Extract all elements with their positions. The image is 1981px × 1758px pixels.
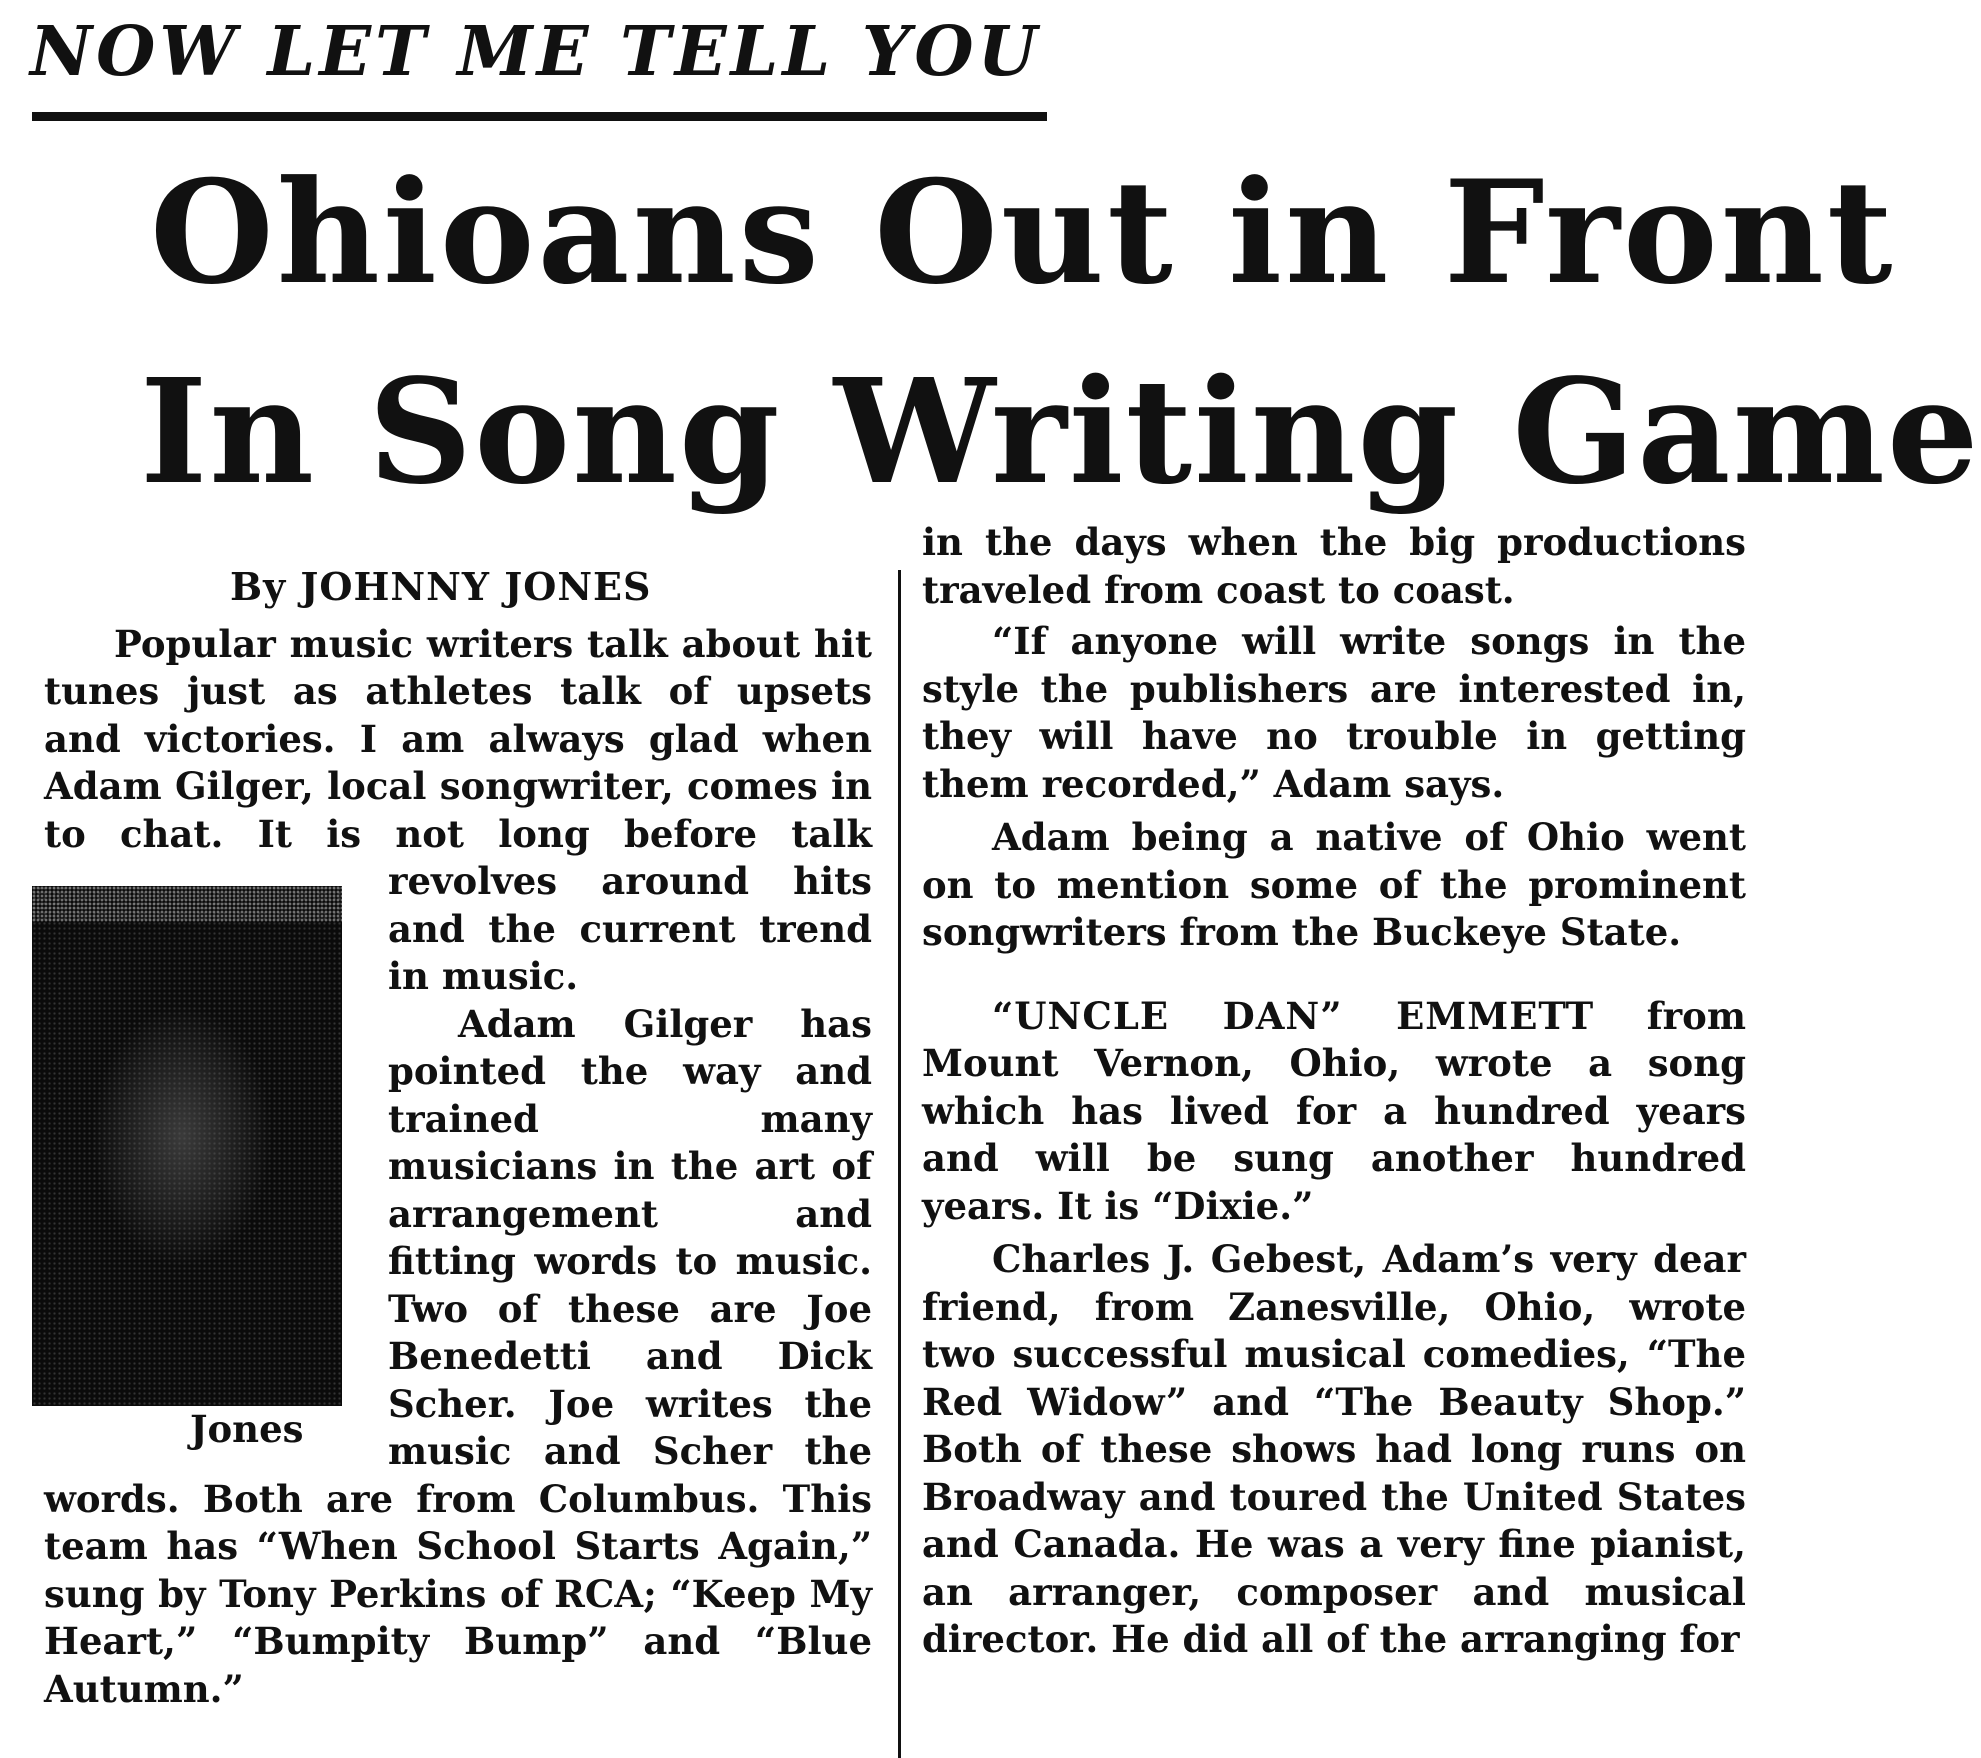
byline: By JOHNNY JONES: [230, 564, 652, 609]
continued-paragraph: in the days when the big productions traveled from coast to coast.: [922, 520, 1746, 612]
emmett-lead: “UNCLE DAN” EMMETT: [992, 993, 1595, 1038]
photo-caption: Jones: [190, 1407, 304, 1451]
column-divider: [898, 570, 901, 1758]
headline-line-1: Ohioans Out in Front: [150, 150, 1896, 316]
left-column: [44, 563, 872, 1713]
section-break: [922, 957, 1746, 993]
right-column: [922, 520, 1746, 1664]
kicker-underline: [32, 112, 1047, 121]
emmett-text: from Mount Vernon, Ohio, wrote a song which has lived for a hundred years and will be sung another hundred years. It is “Dixie.”: [922, 993, 1746, 1228]
second-paragraph: Adam Gilger has pointed the way and trained many musicians in the art of arrangement and fitting words to music. Two of these are Joe Benedetti and Dick Scher. Joe writes the music and Scher the words. Both are from Columbus. This team has “When School Starts Again,” sung by Tony Perkins of RCA; “Keep My Heart,” “Bumpity Bump” and “Blue Autumn.”: [44, 1001, 872, 1711]
intro-text: Popular music writers talk about hit tunes just as athletes talk of upsets and victories. I am always glad when Adam Gilger, local songwriter, comes in to chat. It is not long before talk: [44, 621, 872, 856]
author-photo-block: [32, 886, 342, 1454]
quote-paragraph: “If anyone will write songs in the style the publishers are interested in, they will have no trouble in getting them recorded,” Adam says.: [922, 619, 1746, 806]
gebest-paragraph: Charles J. Gebest, Adam’s very dear friend, from Zanesville, Ohio, wrote two successful musical comedies, “The Red Widow” and “The Beauty Shop.” Both of these shows had long runs on Broadway and toured the United States and Canada. He was a very fine pianist, an arranger, composer and musical director. He did all of the arranging for: [922, 1237, 1746, 1661]
emmett-paragraph: [922, 993, 1746, 1231]
column-kicker: NOW LET ME TELL YOU: [30, 12, 1041, 92]
author-photo: [32, 886, 342, 1406]
headline-line-2: In Song Writing Game: [140, 347, 1981, 516]
intro-text-wrap: revolves around hits and the current trend in music.: [388, 859, 872, 998]
ohio-paragraph: Adam being a native of Ohio went on to mention some of the prominent songwriters from the Buckeye State.: [922, 815, 1746, 954]
